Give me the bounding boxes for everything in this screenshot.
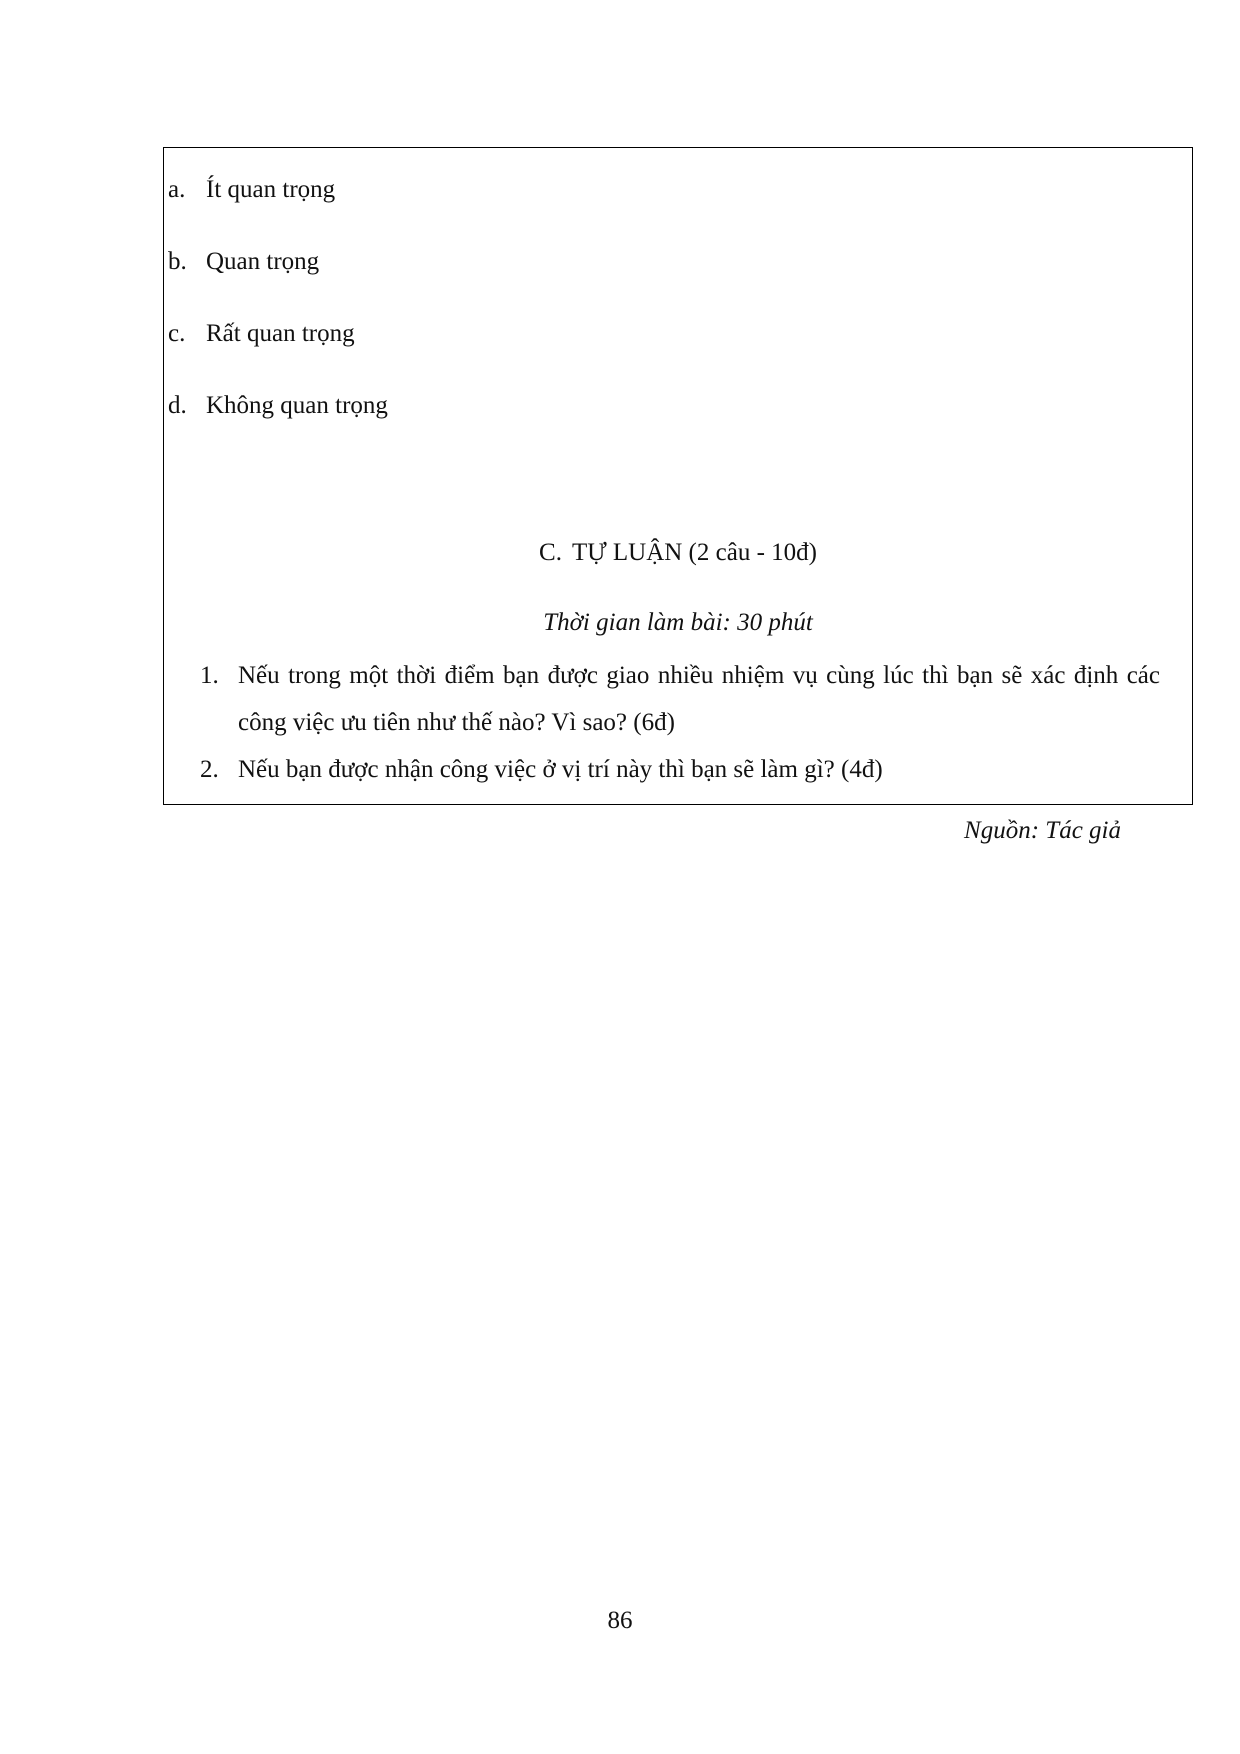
question-2 (200, 746, 1160, 793)
time-limit: Thời gian làm bài: 30 phút (543, 609, 813, 636)
option-letter: c. (168, 320, 186, 347)
option-a (168, 175, 335, 205)
option-b (168, 247, 319, 277)
option-text: Ít quan trọng (206, 176, 336, 203)
option-text: Rất quan trọng (206, 320, 355, 347)
question-text: Nếu trong một thời điểm bạn được giao nhiều nhiệm vụ cùng lúc thì bạn sẽ xác định các công việc ưu tiên như thế nào? Vì sao? (6đ) (238, 662, 1160, 736)
section-title: TỰ LUẬN (2 câu - 10đ) (571, 539, 817, 566)
option-letter: d. (168, 392, 187, 419)
section-letter: C. (539, 539, 562, 566)
option-text: Không quan trọng (206, 392, 388, 419)
source-caption: Nguồn: Tác giả (964, 817, 1121, 844)
option-d (168, 391, 388, 421)
question-1 (200, 652, 1160, 746)
option-text: Quan trọng (206, 248, 320, 275)
section-heading (163, 538, 1193, 568)
option-letter: a. (168, 176, 186, 203)
option-letter: b. (168, 248, 187, 275)
option-c (168, 319, 355, 349)
page-number: 86 (607, 1607, 633, 1634)
question-number: 1. (200, 662, 219, 689)
question-text: Nếu bạn được nhận công việc ở vị trí này thì bạn sẽ làm gì? (4đ) (238, 756, 883, 783)
question-number: 2. (200, 756, 219, 783)
